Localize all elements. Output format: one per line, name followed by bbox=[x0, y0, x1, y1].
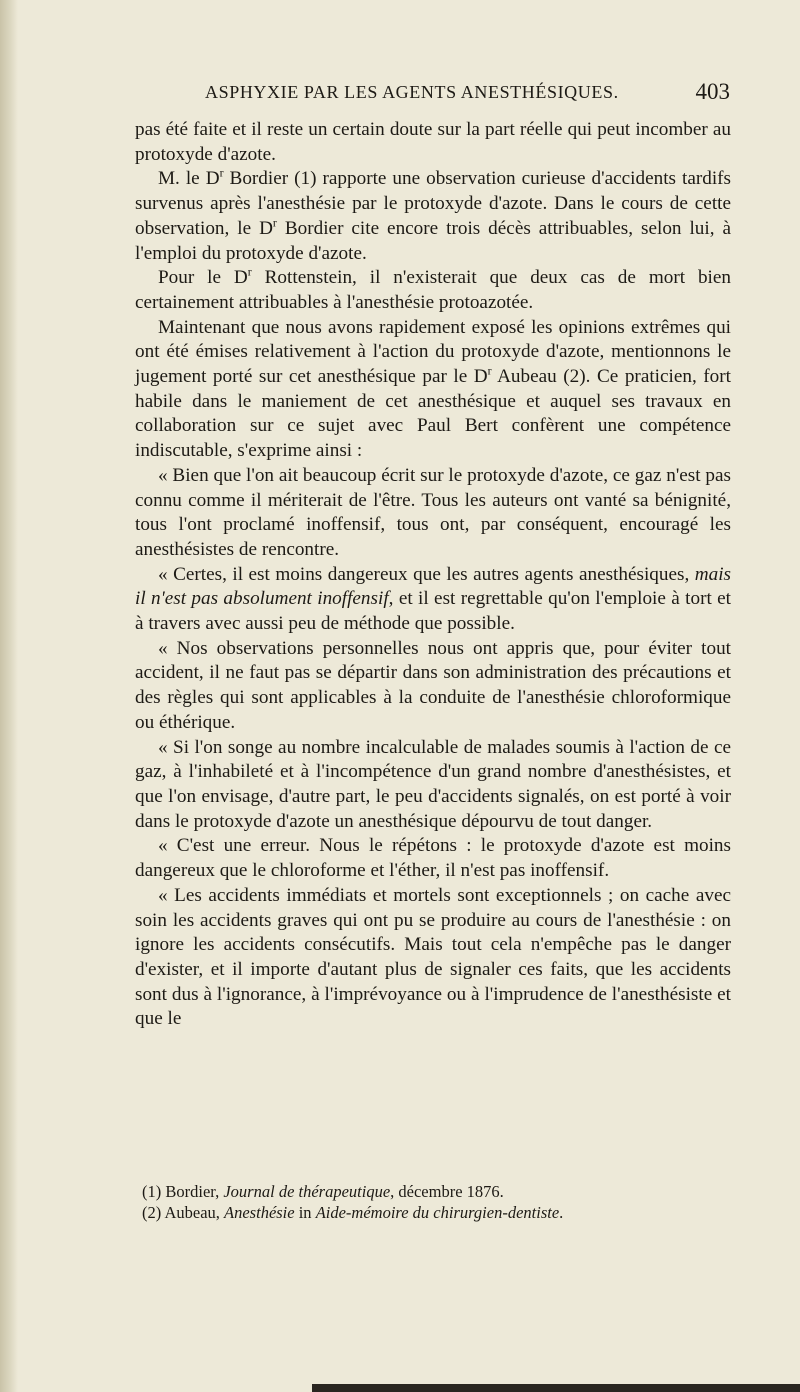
paragraph-7-quote: « Nos observations personnelles nous ont appris que, pour éviter tout accident, il ne faut pas se départir dans son administration des précautions et des règles qui sont applicables à la conduite de l'anesthésie chloroformique ou éthérique. bbox=[135, 637, 731, 733]
footnotes bbox=[135, 1181, 731, 1223]
bottom-edge-bar bbox=[312, 1384, 800, 1392]
paragraph-4: Maintenant que nous avons rapidement exposé les opinions extrêmes qui ont été émises relativement à l'action du protoxyde d'azote, mentionnons le jugement porté sur cet anesthésique par le $D^r$ Aubeau (2). Ce praticien, fort habile dans le maniement de cet anesthésique et auquel ses travaux en collaboration sur ce sujet avec Paul Bert confèrent une compétence indiscutable, s'exprime ainsi : bbox=[135, 316, 731, 462]
paragraph-2: M. le $D^r$ Bordier (1) rapporte une observation curieuse d'accidents tardifs survenus après l'anesthésie par le protoxyde d'azote. Dans le cours de cette observation, le $D^r$ Bordier cite encore trois décès attribuables, selon lui, à l'emploi du protoxyde d'azote. bbox=[135, 166, 732, 264]
paragraph-8-quote: « Si l'on songe au nombre incalculable de malades soumis à l'action de ce gaz, à l'inhabileté et à l'incompétence d'un grand nombre d'anesthésistes, et que l'on envisage, d'autre part, le peu d'accidents signalés, on est porté à voir dans le protoxyde d'azote un anesthésique dépourvu de tout danger. bbox=[135, 736, 731, 832]
body-text bbox=[135, 118, 731, 1032]
superscript-r: r bbox=[272, 215, 277, 230]
footnote-1: (1) Bordier, Journal de thérapeutique, décembre 1876. bbox=[142, 1182, 504, 1201]
page-number: 403 bbox=[695, 79, 730, 104]
paragraph-9-quote: « C'est une erreur. Nous le répétons : le protoxyde d'azote est moins dangereux que le chloroforme et l'éther, il n'est pas inoffensif. bbox=[135, 835, 731, 882]
paragraph-5-quote: « Bien que l'on ait beaucoup écrit sur le protoxyde d'azote, ce gaz n'est pas connu comme il mériterait de l'être. Tous les auteurs ont vanté sa bénignité, tous l'ont proclamé inoffensif, tous ont, par conséquent, encouragé les anesthésistes de rencontre. bbox=[135, 464, 731, 560]
superscript-r: r bbox=[487, 363, 492, 378]
running-title: ASPHYXIE PAR LES AGENTS ANESTHÉSIQUES. bbox=[205, 82, 619, 102]
running-header bbox=[205, 79, 730, 112]
paragraph-1: pas été faite et il reste un certain doute sur la part réelle qui peut incomber au protoxyde d'azote. bbox=[135, 119, 731, 165]
superscript-r: r bbox=[219, 166, 224, 181]
page-edge-shadow bbox=[0, 0, 18, 1392]
superscript-r: r bbox=[247, 264, 252, 279]
paragraph-3: Pour le $D^r$ Rottenstein, il n'existerait que deux cas de mort bien certainement attribuables à l'anesthésie protoazotée. bbox=[135, 264, 731, 313]
footnote-2: (2) Aubeau, Anesthésie in Aide-mémoire du chirurgien-dentiste. bbox=[142, 1203, 564, 1222]
paragraph-10-quote: « Les accidents immédiats et mortels sont exceptionnels ; on cache avec soin les accidents graves qui ont pu se produire au cours de l'anesthésie : on ignore les accidents consécutifs. Mais tout cela n'empêche pas le danger d'exister, et il importe d'autant plus de signaler ces faits, que les accidents sont dus à l'ignorance, à l'imprévoyance ou à l'imprudence de l'anesthésiste et que le bbox=[135, 884, 731, 1030]
italic-emphasis: mais il n'est pas absolument inoffensif bbox=[135, 563, 731, 610]
paragraph-6-quote: « Certes, il est moins dangereux que les autres agents anesthésiques, mais il n'est pas absolument inoffensif, et il est regrettable qu'on l'emploie à tort et à travers avec aussi peu de méthode que possible. bbox=[135, 563, 731, 635]
